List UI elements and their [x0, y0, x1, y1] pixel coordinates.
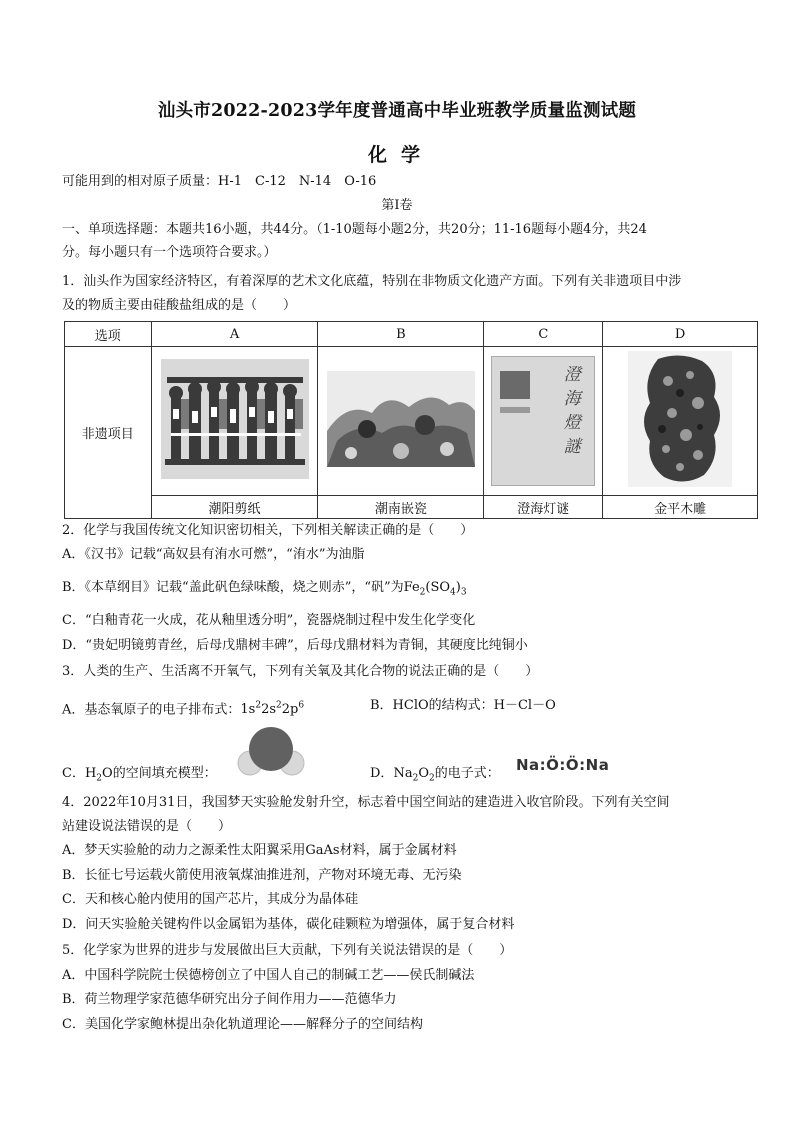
book-cover-stamp: [500, 371, 530, 399]
q2-option-a: A．《汉书》记载“高奴县有洧水可燃”，“洧水”为油脂: [62, 547, 365, 562]
q5-option-b: B．荷兰物理学家范德华研究出分子间作用力——范德华力: [62, 992, 397, 1007]
q3-option-d: D．$Na_2O_2$的电子式：: [370, 766, 500, 784]
table-header-option: 选项: [65, 322, 152, 347]
subject-heading: 化学: [367, 144, 434, 166]
q5-option-c: C．美国化学家鲍林提出杂化轨道理论——解释分子的空间结构: [62, 1017, 423, 1032]
wood-carving-image: [603, 347, 758, 496]
sodium-peroxide-electron-formula: Na:Ö:Ö:Na: [516, 756, 610, 774]
book-cover-title: 澄海燈謎: [563, 365, 581, 457]
caption-b: 潮南嵌瓷: [318, 496, 484, 519]
q2-option-c: C．“白釉青花一火成，花从釉里透分明”，瓷器烧制过程中发生化学变化: [62, 613, 476, 628]
q4-stem-line2: 站建设说法错误的是（ ）: [62, 819, 232, 834]
q4-stem-line1: 4．2022年10月31日，我国梦天实验舱发射升空，标志着中国空间站的建造进入收官阶段。下列有关空间: [62, 795, 670, 810]
q3-option-b: B．HClO的结构式：H－Cl－O: [370, 698, 556, 713]
q3-stem: 3．人类的生产、生活离不开氧气，下列有关氧及其化合物的说法正确的是（ ）: [62, 664, 539, 679]
table-header-c: C: [484, 322, 603, 347]
q2-stem: 2．化学与我国传统文化知识密切相关，下列相关解读正确的是（ ）: [62, 523, 474, 538]
caption-a: 潮阳剪纸: [151, 496, 318, 519]
q3-option-a: A．基态氧原子的电子排布式：$1s^22s^22p^6$: [62, 701, 305, 718]
table-row-label: 非遗项目: [65, 347, 152, 519]
book-cover-line: [500, 407, 530, 413]
q4-option-a: A．梦天实验舱的动力之源柔性太阳翼采用GaAs材料，属于金属材料: [62, 843, 457, 858]
q2-option-d: D．“贵妃明镜剪青丝，后母戊鼎树丰碑”，后母戊鼎材料为青铜，其硬度比纯铜小: [62, 638, 528, 653]
atomic-masses-note: 可能用到的相对原子质量：H-1 C-12 N-14 O-16: [62, 174, 377, 189]
q2-option-b: [62, 578, 467, 603]
q2-option-b-formula: $Fe_2(SO_4)_3$: [403, 580, 467, 598]
volume-label: 第Ⅰ卷: [381, 198, 413, 213]
q4-option-d: D．问天实验舱关键构件以金属铝为基体，碳化硅颗粒为增强体，属于复合材料: [62, 917, 515, 932]
q4-option-b: B．长征七号运载火箭使用液氧煤油推进剂，产物对环境无毒、无污染: [62, 868, 462, 883]
oxygen-electron-config: $1s^22s^22p^6$: [240, 701, 305, 718]
section-header-line2: 分。每小题只有一个选项符合要求。）: [62, 245, 277, 260]
table-header-b: B: [318, 322, 484, 347]
q3-option-c: C．$H_2O$的空间填充模型：: [62, 766, 217, 784]
caption-c: 澄海灯谜: [484, 496, 603, 519]
paper-cutting-illustration: [161, 359, 309, 479]
q5-stem: 5．化学家为世界的进步与发展做出巨大贡献，下列有关说法错误的是（ ）: [62, 943, 513, 958]
inlaid-porcelain-image: [318, 347, 484, 496]
lantern-riddle-book-cover: [491, 356, 595, 486]
inlaid-porcelain-illustration: [327, 371, 475, 467]
water-space-filling-model: [236, 725, 306, 779]
table-header-a: A: [151, 322, 318, 347]
q4-option-c: C．天和核心舱内使用的国产芯片，其成分为晶体硅: [62, 892, 358, 907]
caption-d: 金平木雕: [603, 496, 758, 519]
section-header-line1: 一、单项选择题：本题共16小题，共44分。（1-10题每小题2分，共20分；11-16题每小题4分，共24: [62, 222, 647, 237]
lantern-riddle-book-image: [484, 347, 603, 496]
q5-option-a: A．中国科学院院士侯德榜创立了中国人自己的制碱工艺——侯氏制碱法: [62, 968, 475, 983]
table-header-d: D: [603, 322, 758, 347]
q2-option-b-text: B．《本草纲目》记载“盖此矾色绿味酸，烧之则赤”，“矾”为: [62, 580, 404, 595]
exam-title: 汕头市2022-2023学年度普通高中毕业班教学质量监测试题: [157, 101, 637, 121]
paper-cutting-image: [151, 347, 318, 496]
q1-options-table: [64, 321, 758, 519]
wood-carving-illustration: [628, 351, 732, 487]
q1-stem-line2: 及的物质主要由硅酸盐组成的是（ ）: [62, 298, 297, 313]
q1-stem-line1: 1．汕头作为国家经济特区，有着深厚的艺术文化底蕴，特别在非物质文化遗产方面。下列有关非遗项目中涉: [62, 274, 682, 289]
